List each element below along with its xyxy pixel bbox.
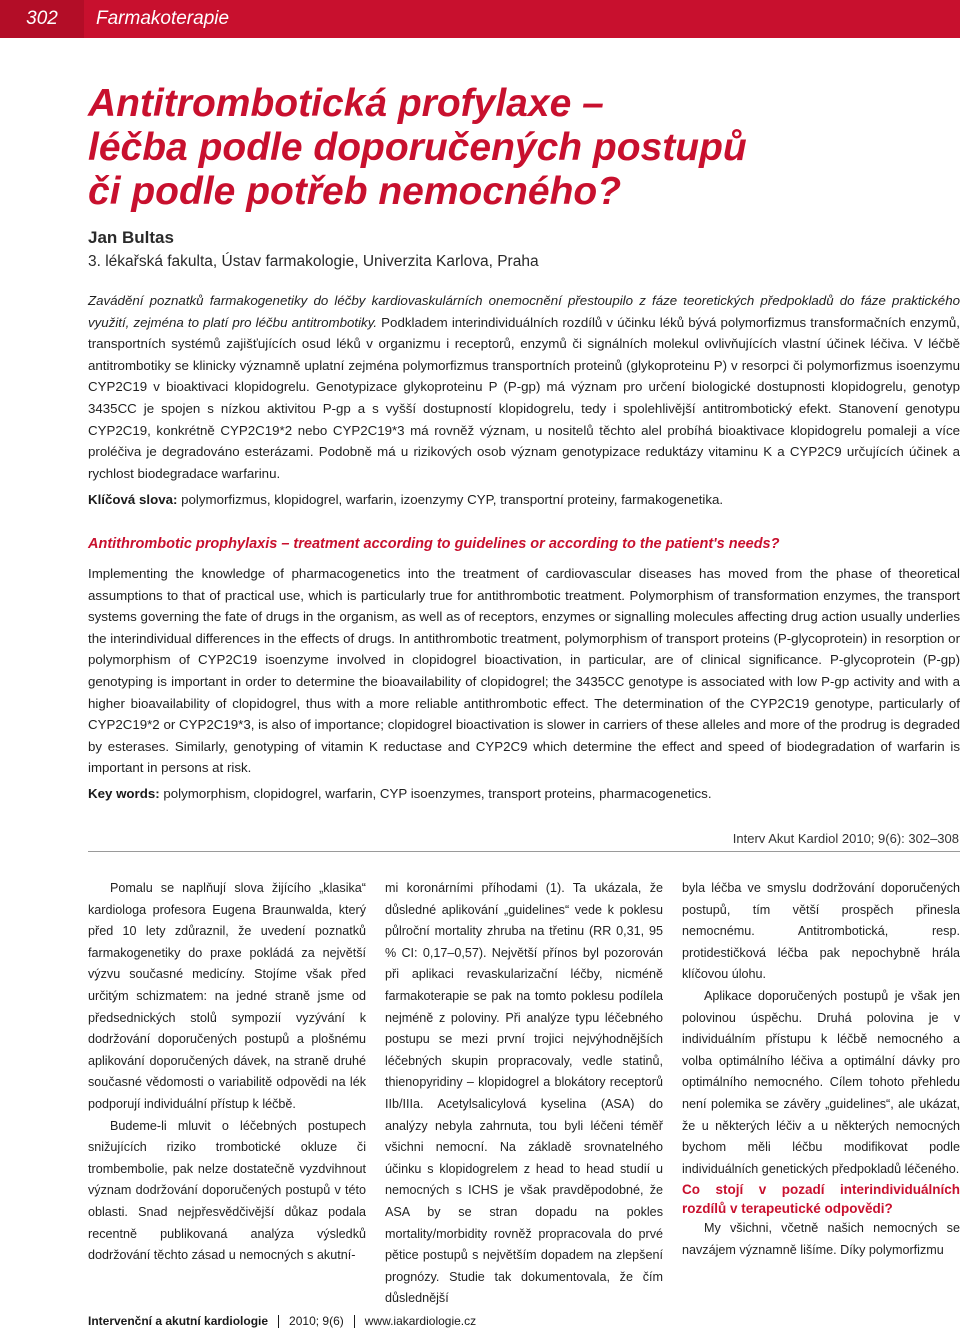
citation: Interv Akut Kardiol 2010; 9(6): 302–308 [732, 831, 959, 846]
author: Jan Bultas [88, 228, 174, 247]
divider [88, 851, 960, 852]
footer-separator [278, 1315, 279, 1328]
paragraph: My všichni, včetně našich nemocných se navzájem významně lišíme. Díky polymorfizmu [682, 1221, 960, 1257]
paragraph: Pomalu se naplňují slova žijícího „klasika“ kardiologa profesora Eugena Braunwalda, který před 10 lety zdůraznil, že uvedení poznatků farmakogenetiky do praxe pokládá za největší výzvu současné medicíny. Stojíme však před určitým schizmatem: na jedné straně jsme od předsednických stolů sympozií vyzývání k dodržování doporučených postupů a plošnému aplikování doporučených dávek, na straně druhé současné vědomosti o variabilitě odpovědi na lék podporují individuální přístup k léčbě. [88, 881, 366, 1111]
title-line-2: léčba podle doporučených postupů [88, 126, 747, 169]
footer-website[interactable]: www.iakardiologie.cz [364, 1314, 477, 1328]
footer-issue: 2010; 9(6) [289, 1314, 344, 1328]
section-label: Farmakoterapie [96, 8, 230, 29]
body-column-2 [385, 878, 663, 1310]
paragraph: Aplikace doporučených postupů je však jen polovinou úspěchu. Druhá polovina je v individuálním přístupu k léčbě nemocného a volba optimálního léčiva a optimální dávky pro optimálního nemocného. Cílem tohoto přehledu není polemika se závěry „guidelines“, ale ukázat, že u některých léčiv a u některých nemocných bychom měli léčbu modifikovat podle individuálních genetických předpokladů léčeného. [682, 988, 960, 1176]
keywords-cz-list: polymorfizmus, klopidogrel, warfarin, izoenzymy CYP, transportní proteiny, farmakogenetika. [177, 492, 724, 507]
english-title: Antithrombotic prophylaxis – treatment according to guidelines or according to the patient's needs? [88, 536, 780, 552]
abstract-cz [88, 290, 960, 484]
page-number: 302 [26, 8, 58, 29]
body-column-3 [682, 878, 960, 1262]
footer-separator [354, 1315, 355, 1328]
keywords-cz-label: Klíčová slova: [88, 492, 178, 507]
paragraph: mi koronárními příhodami (1). Ta ukázala, že důsledné aplikování „guidelines“ vede k poklesu půlroční mortality zhruba na třetinu (RR 0,31, 95 % CI: 0,17–0,57). Největší přínos byl pozorován při aplikaci revaskularizační léčby, nicméně farmakoterapie se pak na tomto poklesu podílela nejméně z poloviny. Při analýze typu léčebného postupu se mezi první trojici nejvýhodnějších léčebných skupin propracovaly, vedle statinů, thienopyridiny – klopidogrel a blokátory receptorů IIb/IIIa. Acetylsalicylová kyselina (ASA) do analýzy nebyla zahrnuta, tou byli léčeni téměř všichni nemocní. Na základě srovnatelného účinku s klopidogrelem z head to head studií u nemocných s ICHS je však pravděpodobné, že ASA by se stran dopadu na pokles mortality/morbidity rovněž propracovala do prvé pětice postupů s největším dopadem na zlepšení prognózy. Studie tak dokumentovala, že čím důslednější [385, 881, 663, 1306]
paragraph: Budeme-li mluvit o léčebných postupech snižujících riziko trombotické okluze či trombembolie, pak nelze dostatečně vyzdvihnout význam dodržování doporučených postupů v této oblasti. Snad nejpřesvědčivější důkaz podala recentně publikovaná analýza výsledků dodržování těchto zásad u nemocných s akutní- [88, 1118, 366, 1263]
keywords-cz [88, 490, 960, 510]
keywords-en [88, 784, 960, 804]
footer-journal: Intervenční a akutní kardiologie [88, 1314, 269, 1328]
keywords-en-list: polymorphism, clopidogrel, warfarin, CYP isoenzymes, transport proteins, pharmacogenetics. [159, 786, 712, 801]
paragraph: byla léčba ve smyslu dodržování doporučených postupů, tím větší prospěch přinesla nemocnému. Antitrombotická, resp. protidestičková léčba pak nepochybně hrála klíčovou úlohu. [682, 881, 960, 982]
article-title [88, 82, 908, 214]
footer [88, 1314, 476, 1328]
body-column-1 [88, 878, 366, 1267]
affiliation: 3. lékařská fakulta, Ústav farmakologie, Univerzita Karlova, Praha [88, 253, 539, 270]
title-line-3: či podle potřeb nemocného? [88, 170, 622, 213]
abstract-en: Implementing the knowledge of pharmacogenetics into the treatment of cardiovascular diseases has moved from the phase of theoretical assumptions to that of practical use, which is particularly true for antithrombotic treatment. Polymorphism of transformation enzymes, the transport systems governing the fate of drugs in the organism, as well as of receptors, enzymes or signalling molecules affecting drug action usually underlies the interindividual differences in the effects of drugs. In antithrombotic treatment, polymorphism of transport proteins (P-glycoprotein) in resorption or polymorphism of CYP2C19 isoenzyme involved in clopidogrel bioactivation, in particular, are of clinical significance. P-glycoprotein (P-gp) genotyping is important in order to determine the bioavailability of clopidogrel; the 3435CC genotype is associated with low P-gp activity and with a higher bioavailability of clopidogrel, thus with a more reliable antithrombotic effect. The determination of the CYP2C19 genotype, particularly of CYP2C19*2 or CYP2C19*3, is also of importance; clopidogrel bioactivation is slower in carriers of these alleles and more of the prodrug is degraded by esterases. Similarly, genotyping of vitamin K reductase and CYP2C9 which determine the effect and speed of biodegradation of warfarin is important in persons at risk. [88, 566, 960, 776]
abstract-cz-lead: Zavádění poznatků farmakogenetiky do léčby kardiovaskulárních onemocnění přestoupilo z fáze teoretických předpokladů do fáze praktického využití, zejména to platí pro léčbu antitrombotiky. [88, 293, 960, 330]
title-line-1: Antitrombotická profylaxe – [88, 82, 604, 125]
section-heading: Co stojí v pozadí interindividuálních rozdílů v terapeutické odpovědi? [682, 1182, 960, 1217]
abstract-cz-body: Podkladem interindividuálních rozdílů v účinku léků bývá polymorfizmus transformačních enzymů, transportních systémů zajišťujících osud léků v organizmu i receptorů, enzymů či signálních molekul ovlivňujících vlastní účinek léčiva. V léčbě antitrombotiky se klinicky významně uplatní zejména polymorfizmus transportních proteinů (glykoproteinu P) v resorpci či polymorfizmus isoenzymu CYP2C19 v bioaktivaci klopidogrelu. Genotypizace glykoproteinu P (P-gp) má význam pro určení biologické dostupnosti klopidogrelu, genotyp 3435CC je spojen s nízkou aktivitou P-gp a s vyšší dostupností klopidogrelu, tedy i spolehlivější antitrombotický efekt. Stanovení genotypu CYP2C19, konkrétně CYP2C19*2 nebo CYP2C19*3 má rovněž význam, u nositelů těchto alel probíhá bioaktivace klopidogrelu pomaleji a více proléčiva je degradováno esterázami. Podobně má u rizikových osob význam genotypizace reduktázy vitaminu K a CYP2C9 určujících účinek a rychlost biodegradace warfarinu. [88, 314, 960, 481]
keywords-en-label: Key words: [88, 786, 160, 801]
